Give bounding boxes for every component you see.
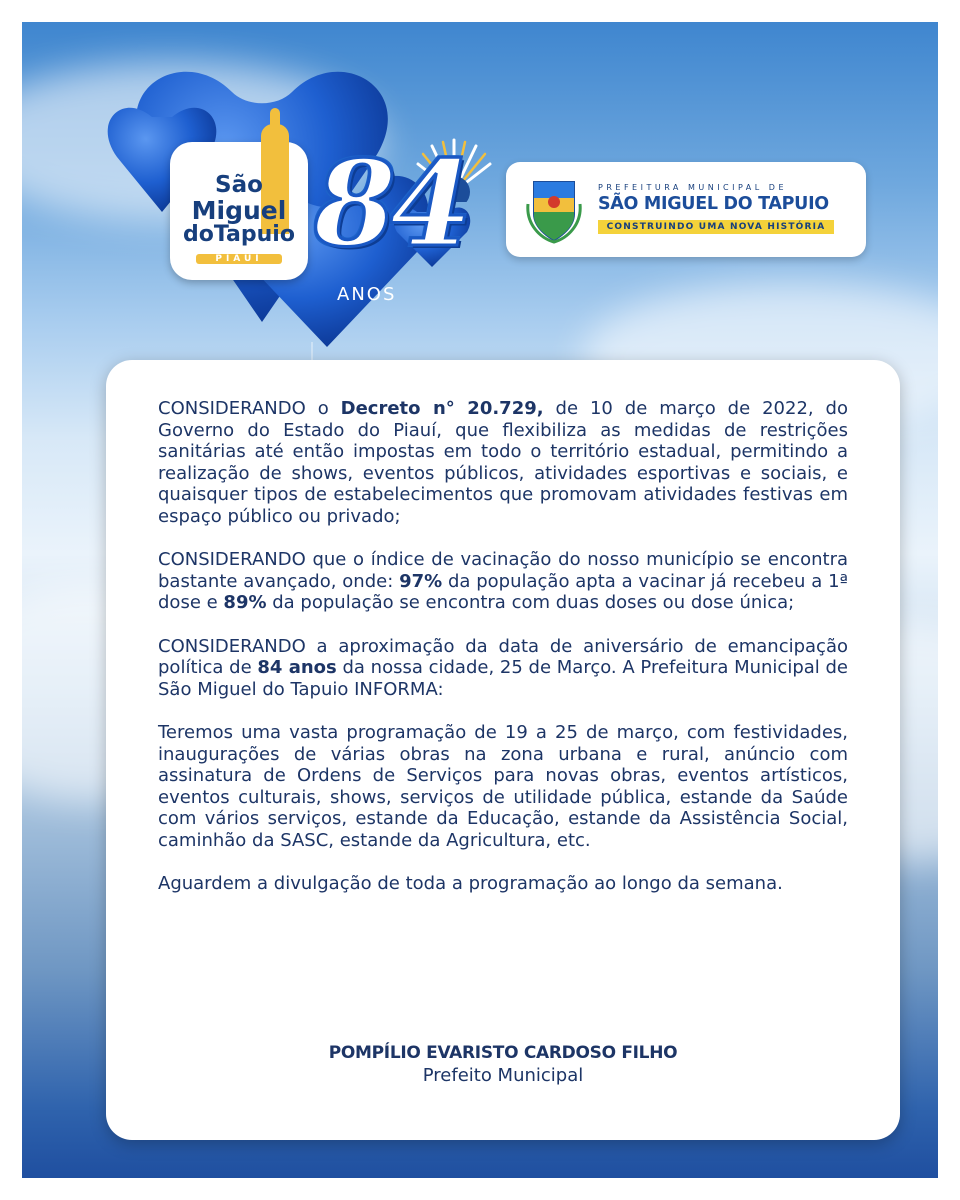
full-dose-percentage: 89% xyxy=(223,592,267,613)
paragraph-decree xyxy=(158,398,848,527)
prefeitura-slogan: CONSTRUINDO UMA NOVA HISTÓRIA xyxy=(598,220,834,234)
municipal-crest-icon xyxy=(526,174,582,244)
city-anniversary-logo xyxy=(170,142,308,280)
text-run: da nossa cidade, 25 de Março. A Prefeitura Municipal de São Miguel do Tapuio INFORMA: xyxy=(158,657,849,700)
anniversary-label: ANOS xyxy=(337,284,397,305)
logo-text-line: doTapuio xyxy=(183,222,295,247)
signature-block xyxy=(106,1043,900,1086)
poster-background xyxy=(22,22,938,1178)
prefeitura-small-label: PREFEITURA MUNICIPAL DE xyxy=(598,183,787,192)
logo-state-label: PIAUÍ xyxy=(196,254,282,264)
decree-number: Decreto n° 20.729, xyxy=(340,398,544,419)
paragraph-closing: Aguardem a divulgação de toda a programação ao longo da semana. xyxy=(158,873,783,894)
text-run: da população se encontra com duas doses ou dose única; xyxy=(266,592,795,613)
logo-text-line: São xyxy=(215,172,263,198)
text-run: da população apta a vacinar já recebeu a 1ª dose e xyxy=(158,570,848,613)
text-run: CONSIDERANDO a aproximação da data de aniversário de emancipação política de xyxy=(158,635,848,678)
paragraph-vaccination xyxy=(158,549,848,614)
logo-text-line: Miguel xyxy=(191,196,287,225)
paragraph-programming: Teremos uma vasta programação de 19 a 25 de março, com festividades, inaugurações de várias obras na zona urbana e rural, anúncio com assinatura de Ordens de Serviços para novas obras, eventos artísticos, eventos culturais, shows, serviços de utilidade pública, estande da Saúde com vários serviços, estande da Educação, estande da Assistência Social, caminhão da SASC, estande da Agricultura, etc. xyxy=(158,722,848,851)
mayor-name: POMPÍLIO EVARISTO CARDOSO FILHO xyxy=(328,1043,678,1063)
prefeitura-name: SÃO MIGUEL DO TAPUIO xyxy=(598,194,829,214)
first-dose-percentage: 97% xyxy=(399,570,443,592)
text-run: de 10 de março de 2022, do Governo do Estado do Piauí, que flexibiliza as medidas de restrições sanitárias até então impostas em todo o território estadual, permitindo a realização de shows, eventos públicos, atividades esportivas e sociais, e quaisquer tipos de estabelecimentos que promovam atividades festivas em espaço público ou privado; xyxy=(158,398,848,527)
notice-body xyxy=(158,398,848,917)
prefeitura-logo-card xyxy=(506,162,866,257)
notice-card xyxy=(106,360,900,1140)
mayor-title: Prefeito Municipal xyxy=(422,1065,584,1086)
text-run: CONSIDERANDO o xyxy=(158,398,341,419)
paragraph-anniversary xyxy=(158,636,848,701)
anniversary-number: 84 xyxy=(314,134,467,273)
anniversary-years: 84 anos xyxy=(257,657,337,678)
text-run: CONSIDERANDO que o índice de vacinação do nosso município se encontra bastante avançado, onde: xyxy=(158,549,848,592)
